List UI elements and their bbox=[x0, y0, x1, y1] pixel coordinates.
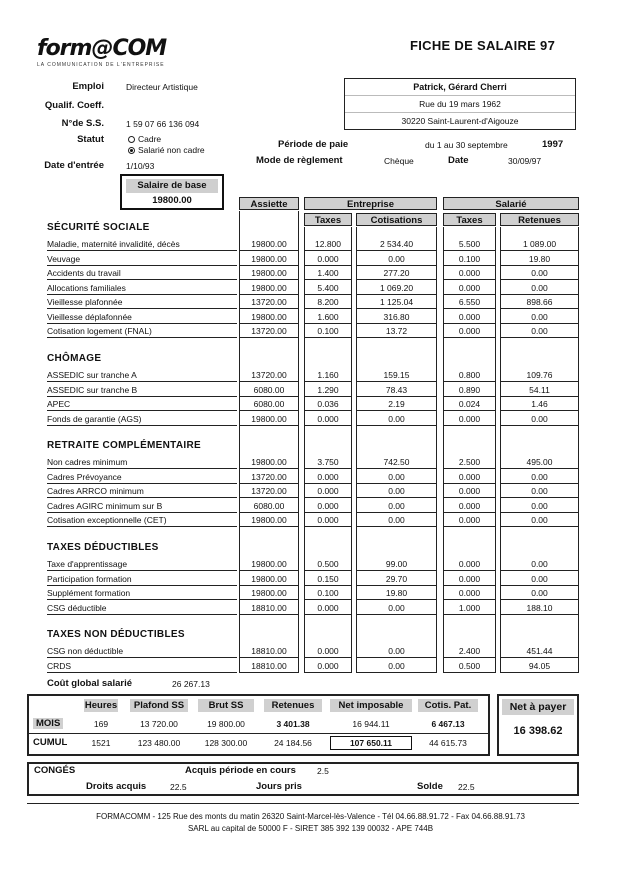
assiette-cell: 18810.00 bbox=[239, 659, 299, 673]
taxe-salarie-cell: 0.000 bbox=[443, 470, 496, 484]
taxe-entreprise-cell: 1.400 bbox=[304, 266, 352, 280]
cotisation-cell: 1 069.20 bbox=[356, 281, 437, 295]
table-row bbox=[47, 252, 579, 266]
retenue-cell: 451.44 bbox=[500, 644, 579, 658]
summary-header-plafond-ss: Plafond SS bbox=[130, 699, 188, 712]
summary-header-brut-ss: Brut SS bbox=[198, 699, 254, 712]
acquis-periode-value: 2.5 bbox=[317, 766, 329, 776]
taxe-salarie-cell: 2.500 bbox=[443, 455, 496, 469]
cotisation-cell: 277.20 bbox=[356, 266, 437, 280]
assiette-cell: 6080.00 bbox=[239, 397, 299, 411]
employee-name: Patrick, Gérard Cherri bbox=[345, 79, 575, 96]
taxe-entreprise-cell: 0.036 bbox=[304, 397, 352, 411]
header-salarie: Salarié bbox=[443, 197, 579, 210]
summary-mois-net-imposable: 16 944.11 bbox=[352, 719, 390, 729]
retenue-cell: 0.00 bbox=[500, 513, 579, 527]
taxe-entreprise-cell: 0.000 bbox=[304, 659, 352, 673]
cotisation-cell: 742.50 bbox=[356, 455, 437, 469]
assiette-cell: 19800.00 bbox=[239, 455, 299, 469]
date-value: 30/09/97 bbox=[508, 156, 542, 166]
address-line2: 30220 Saint-Laurent-d'Aigouze bbox=[401, 116, 519, 126]
periode-value: du 1 au 30 septembre bbox=[425, 140, 508, 150]
section-title: CHÔMAGE bbox=[47, 353, 102, 364]
solde-label: Solde bbox=[417, 781, 443, 792]
assiette-cell: 19800.00 bbox=[239, 252, 299, 266]
table-row bbox=[47, 601, 579, 615]
retenue-cell: 495.00 bbox=[500, 455, 579, 469]
taxe-entreprise-cell: 12.800 bbox=[304, 237, 352, 251]
summary-divider bbox=[29, 733, 488, 734]
jours-pris-label: Jours pris bbox=[256, 781, 302, 792]
row-label: Non cadres minimum bbox=[47, 455, 237, 469]
cotisation-cell: 29.70 bbox=[356, 572, 437, 586]
table-row bbox=[47, 586, 579, 600]
taxe-entreprise-cell: 0.100 bbox=[304, 324, 352, 338]
taxe-salarie-cell: 0.890 bbox=[443, 383, 496, 397]
assiette-cell: 19800.00 bbox=[239, 281, 299, 295]
header-retenues: Retenues bbox=[500, 213, 579, 226]
ss-label: N°de S.S. bbox=[61, 118, 104, 129]
page-title: FICHE DE SALAIRE 97 bbox=[410, 38, 556, 53]
header-taxes-salarie: Taxes bbox=[443, 213, 496, 226]
cotisation-cell: 0.00 bbox=[356, 513, 437, 527]
cotisation-cell: 0.00 bbox=[356, 412, 437, 426]
cotisation-cell: 1 125.04 bbox=[356, 295, 437, 309]
periode-year: 1997 bbox=[542, 139, 564, 150]
qualif-label: Qualif. Coeff. bbox=[44, 100, 104, 111]
footer-line1: FORMACOMM - 125 Rue des monts du matin 26320 Saint-Marcel-lès-Valence - Tél 04.66.88.91.72 - Fax 04.66.88.91.73 bbox=[96, 812, 525, 821]
taxe-entreprise-cell: 0.000 bbox=[304, 499, 352, 513]
taxe-salarie-cell: 0.800 bbox=[443, 368, 496, 382]
row-label: Allocations familiales bbox=[47, 281, 237, 295]
retenue-cell: 19.80 bbox=[500, 252, 579, 266]
row-label: Cadres Prévoyance bbox=[47, 470, 237, 484]
taxe-entreprise-cell: 0.000 bbox=[304, 484, 352, 498]
taxe-salarie-cell: 0.000 bbox=[443, 412, 496, 426]
taxe-entreprise-cell: 1.600 bbox=[304, 310, 352, 324]
retenue-cell: 109.76 bbox=[500, 368, 579, 382]
summary-mois-heures: 169 bbox=[93, 719, 109, 729]
droits-acquis-label: Droits acquis bbox=[86, 781, 147, 792]
cotisation-cell: 0.00 bbox=[356, 601, 437, 615]
retenue-cell: 54.11 bbox=[500, 383, 579, 397]
summary-mois-plafond-ss: 13 720.00 bbox=[140, 719, 178, 729]
net-label: Net à payer bbox=[502, 699, 574, 715]
taxe-entreprise-cell: 0.000 bbox=[304, 601, 352, 615]
taxe-salarie-cell: 1.000 bbox=[443, 601, 496, 615]
acquis-periode-label: Acquis période en cours bbox=[185, 765, 296, 776]
summary-cumul-plafond-ss: 123 480.00 bbox=[137, 738, 181, 748]
table-row bbox=[47, 237, 579, 251]
taxe-salarie-cell: 0.000 bbox=[443, 324, 496, 338]
summary-mois-label: MOIS bbox=[33, 718, 63, 729]
retenue-cell: 0.00 bbox=[500, 281, 579, 295]
periode-label: Période de paie bbox=[278, 139, 349, 150]
summary-cumul-net-imposable: 107 650.11 bbox=[330, 736, 412, 750]
taxe-entreprise-cell: 0.100 bbox=[304, 586, 352, 600]
taxe-salarie-cell: 0.000 bbox=[443, 499, 496, 513]
cotisation-cell: 0.00 bbox=[356, 499, 437, 513]
row-label: Taxe d'apprentissage bbox=[47, 557, 237, 571]
table-row bbox=[47, 397, 579, 411]
summary-mois-retenues: 3 401.38 bbox=[276, 719, 310, 729]
taxe-entreprise-cell: 0.500 bbox=[304, 557, 352, 571]
assiette-cell: 18810.00 bbox=[239, 601, 299, 615]
row-label: Cadres ARRCO minimum bbox=[47, 484, 237, 498]
table-row bbox=[47, 281, 579, 295]
table-row bbox=[47, 557, 579, 571]
row-label: ASSEDIC sur tranche B bbox=[47, 383, 237, 397]
summary-cumul-retenues: 24 184.56 bbox=[274, 738, 312, 748]
summary-cumul-cotis-pat: 44 615.73 bbox=[429, 738, 467, 748]
logo-tagline: LA COMMUNICATION DE L'ENTREPRISE bbox=[37, 62, 165, 68]
taxe-salarie-cell: 2.400 bbox=[443, 644, 496, 658]
emploi-value: Directeur Artistique bbox=[126, 82, 198, 92]
assiette-cell: 19800.00 bbox=[239, 513, 299, 527]
retenue-cell: 0.00 bbox=[500, 586, 579, 600]
cotisation-cell: 0.00 bbox=[356, 659, 437, 673]
table-row bbox=[47, 470, 579, 484]
retenue-cell: 94.05 bbox=[500, 659, 579, 673]
retenue-cell: 0.00 bbox=[500, 310, 579, 324]
assiette-cell: 19800.00 bbox=[239, 412, 299, 426]
cotisation-cell: 2.19 bbox=[356, 397, 437, 411]
table-row bbox=[47, 513, 579, 527]
summary-header-net-imposable: Net imposable bbox=[330, 699, 412, 712]
taxe-entreprise-cell: 0.000 bbox=[304, 644, 352, 658]
table-row bbox=[47, 324, 579, 338]
retenue-cell: 0.00 bbox=[500, 484, 579, 498]
cotisation-cell: 78.43 bbox=[356, 383, 437, 397]
row-label: Supplément formation bbox=[47, 586, 237, 600]
row-label: Veuvage bbox=[47, 252, 237, 266]
taxe-salarie-cell: 6.550 bbox=[443, 295, 496, 309]
cotisation-cell: 2 534.40 bbox=[356, 237, 437, 251]
taxe-entreprise-cell: 5.400 bbox=[304, 281, 352, 295]
address-box bbox=[344, 78, 576, 130]
taxe-entreprise-cell: 0.000 bbox=[304, 513, 352, 527]
table-row bbox=[47, 310, 579, 324]
taxe-salarie-cell: 0.000 bbox=[443, 557, 496, 571]
row-label: Participation formation bbox=[47, 572, 237, 586]
cotisation-cell: 316.80 bbox=[356, 310, 437, 324]
retenue-cell: 0.00 bbox=[500, 324, 579, 338]
header-cotisations: Cotisations bbox=[356, 213, 437, 226]
section-title: TAXES DÉDUCTIBLES bbox=[47, 542, 159, 553]
logo-name: form@COM bbox=[37, 36, 167, 61]
retenue-cell: 0.00 bbox=[500, 412, 579, 426]
header-taxes-entreprise: Taxes bbox=[304, 213, 352, 226]
summary-mois-brut-ss: 19 800.00 bbox=[207, 719, 245, 729]
taxe-entreprise-cell: 1.160 bbox=[304, 368, 352, 382]
table-row bbox=[47, 383, 579, 397]
reglement-value: Chèque bbox=[384, 156, 414, 166]
retenue-cell: 0.00 bbox=[500, 572, 579, 586]
date-label: Date bbox=[448, 155, 469, 166]
assiette-cell: 19800.00 bbox=[239, 266, 299, 280]
row-label: Fonds de garantie (AGS) bbox=[47, 412, 237, 426]
summary-cumul-brut-ss: 128 300.00 bbox=[204, 738, 248, 748]
retenue-cell: 0.00 bbox=[500, 499, 579, 513]
table-row bbox=[47, 484, 579, 498]
section-title: TAXES NON DÉDUCTIBLES bbox=[47, 629, 185, 640]
table-row bbox=[47, 455, 579, 469]
assiette-cell: 19800.00 bbox=[239, 586, 299, 600]
cotisation-cell: 0.00 bbox=[356, 484, 437, 498]
assiette-cell: 13720.00 bbox=[239, 368, 299, 382]
row-label: Accidents du travail bbox=[47, 266, 237, 280]
assiette-cell: 13720.00 bbox=[239, 484, 299, 498]
table-row bbox=[47, 499, 579, 513]
row-label: APEC bbox=[47, 397, 237, 411]
row-label: Vieillesse plafonnée bbox=[47, 295, 237, 309]
retenue-cell: 188.10 bbox=[500, 601, 579, 615]
section-title: RETRAITE COMPLÉMENTAIRE bbox=[47, 440, 201, 451]
statut-label: Statut bbox=[77, 134, 104, 145]
entree-value: 1/10/93 bbox=[126, 161, 155, 171]
net-box bbox=[497, 694, 579, 756]
assiette-cell: 13720.00 bbox=[239, 295, 299, 309]
net-value: 16 398.62 bbox=[513, 725, 563, 737]
summary-header-retenues: Retenues bbox=[264, 699, 322, 712]
summary-mois-cotis-pat: 6 467.13 bbox=[431, 719, 465, 729]
retenue-cell: 0.00 bbox=[500, 557, 579, 571]
summary-cumul-label: CUMUL bbox=[33, 737, 68, 748]
cout-global-value: 26 267.13 bbox=[172, 679, 210, 689]
taxe-salarie-cell: 0.500 bbox=[443, 659, 496, 673]
header-entreprise: Entreprise bbox=[304, 197, 437, 210]
assiette-cell: 13720.00 bbox=[239, 324, 299, 338]
radio-off-icon bbox=[128, 136, 135, 143]
address-line1: Rue du 19 mars 1962 bbox=[345, 96, 575, 113]
retenue-cell: 1.46 bbox=[500, 397, 579, 411]
row-label: Vieillesse déplafonnée bbox=[47, 310, 237, 324]
reglement-label: Mode de règlement bbox=[256, 155, 343, 166]
taxe-salarie-cell: 0.000 bbox=[443, 266, 496, 280]
assiette-cell: 19800.00 bbox=[239, 572, 299, 586]
cout-global-label: Coût global salarié bbox=[47, 678, 132, 689]
table-row bbox=[47, 368, 579, 382]
summary-header-heures: Heures bbox=[84, 700, 118, 711]
cotisation-cell: 19.80 bbox=[356, 586, 437, 600]
taxe-salarie-cell: 0.000 bbox=[443, 310, 496, 324]
assiette-cell: 13720.00 bbox=[239, 470, 299, 484]
footer-divider bbox=[27, 803, 579, 804]
assiette-cell: 6080.00 bbox=[239, 383, 299, 397]
statut-option-non-cadre: Salarié non cadre bbox=[128, 145, 205, 155]
solde-value: 22.5 bbox=[458, 782, 475, 792]
cotisation-cell: 0.00 bbox=[356, 644, 437, 658]
emploi-label: Emploi bbox=[72, 81, 104, 92]
footer-line2: SARL au capital de 50000 F - SIRET 385 392 139 00032 - APE 744B bbox=[187, 824, 434, 833]
summary-cumul-heures: 1521 bbox=[91, 738, 111, 748]
droits-acquis-value: 22.5 bbox=[170, 782, 187, 792]
taxe-entreprise-cell: 3.750 bbox=[304, 455, 352, 469]
table-row bbox=[47, 266, 579, 280]
row-label: CSG déductible bbox=[47, 601, 237, 615]
assiette-cell: 19800.00 bbox=[239, 310, 299, 324]
cotisation-cell: 159.15 bbox=[356, 368, 437, 382]
table-row bbox=[47, 295, 579, 309]
taxe-salarie-cell: 0.000 bbox=[443, 586, 496, 600]
summary-header-cotis-pat: Cotis. Pat. bbox=[418, 699, 478, 712]
cotisation-cell: 13.72 bbox=[356, 324, 437, 338]
table-row bbox=[47, 572, 579, 586]
assiette-cell: 18810.00 bbox=[239, 644, 299, 658]
taxe-entreprise-cell: 0.000 bbox=[304, 252, 352, 266]
entree-label: Date d'entrée bbox=[44, 160, 104, 171]
assiette-cell: 19800.00 bbox=[239, 557, 299, 571]
row-label: CRDS bbox=[47, 659, 237, 673]
ss-value: 1 59 07 66 136 094 bbox=[126, 119, 200, 129]
salaire-base-label: Salaire de base bbox=[126, 179, 218, 193]
row-label: Cadres AGIRC minimum sur B bbox=[47, 499, 237, 513]
row-label: Maladie, maternité invalidité, décès bbox=[47, 237, 237, 251]
retenue-cell: 898.66 bbox=[500, 295, 579, 309]
retenue-cell: 1 089.00 bbox=[500, 237, 579, 251]
conges-label: CONGÉS bbox=[34, 765, 76, 776]
section-title: SÉCURITÉ SOCIALE bbox=[47, 222, 150, 233]
table-row bbox=[47, 412, 579, 426]
taxe-entreprise-cell: 8.200 bbox=[304, 295, 352, 309]
taxe-entreprise-cell: 0.000 bbox=[304, 412, 352, 426]
row-label: CSG non déductible bbox=[47, 644, 237, 658]
row-label: ASSEDIC sur tranche A bbox=[47, 368, 237, 382]
cotisation-cell: 0.00 bbox=[356, 470, 437, 484]
taxe-salarie-cell: 0.024 bbox=[443, 397, 496, 411]
radio-on-icon bbox=[128, 147, 135, 154]
taxe-entreprise-cell: 0.000 bbox=[304, 470, 352, 484]
salaire-base-box bbox=[120, 174, 224, 210]
retenue-cell: 0.00 bbox=[500, 266, 579, 280]
row-label: Cotisation exceptionnelle (CET) bbox=[47, 513, 237, 527]
retenue-cell: 0.00 bbox=[500, 470, 579, 484]
taxe-entreprise-cell: 1.290 bbox=[304, 383, 352, 397]
company-logo bbox=[37, 36, 187, 68]
taxe-salarie-cell: 5.500 bbox=[443, 237, 496, 251]
taxe-salarie-cell: 0.000 bbox=[443, 281, 496, 295]
taxe-entreprise-cell: 0.150 bbox=[304, 572, 352, 586]
assiette-cell: 19800.00 bbox=[239, 237, 299, 251]
taxe-salarie-cell: 0.000 bbox=[443, 484, 496, 498]
assiette-cell: 6080.00 bbox=[239, 499, 299, 513]
taxe-salarie-cell: 0.000 bbox=[443, 513, 496, 527]
row-label: Cotisation logement (FNAL) bbox=[47, 324, 237, 338]
salaire-base-value: 19800.00 bbox=[152, 195, 192, 206]
cotisation-cell: 99.00 bbox=[356, 557, 437, 571]
statut-option-cadre: Cadre bbox=[128, 134, 161, 144]
taxe-salarie-cell: 0.000 bbox=[443, 572, 496, 586]
taxe-salarie-cell: 0.100 bbox=[443, 252, 496, 266]
cotisation-cell: 0.00 bbox=[356, 252, 437, 266]
table-row bbox=[47, 644, 579, 658]
header-assiette: Assiette bbox=[239, 197, 299, 210]
table-row bbox=[47, 659, 579, 673]
